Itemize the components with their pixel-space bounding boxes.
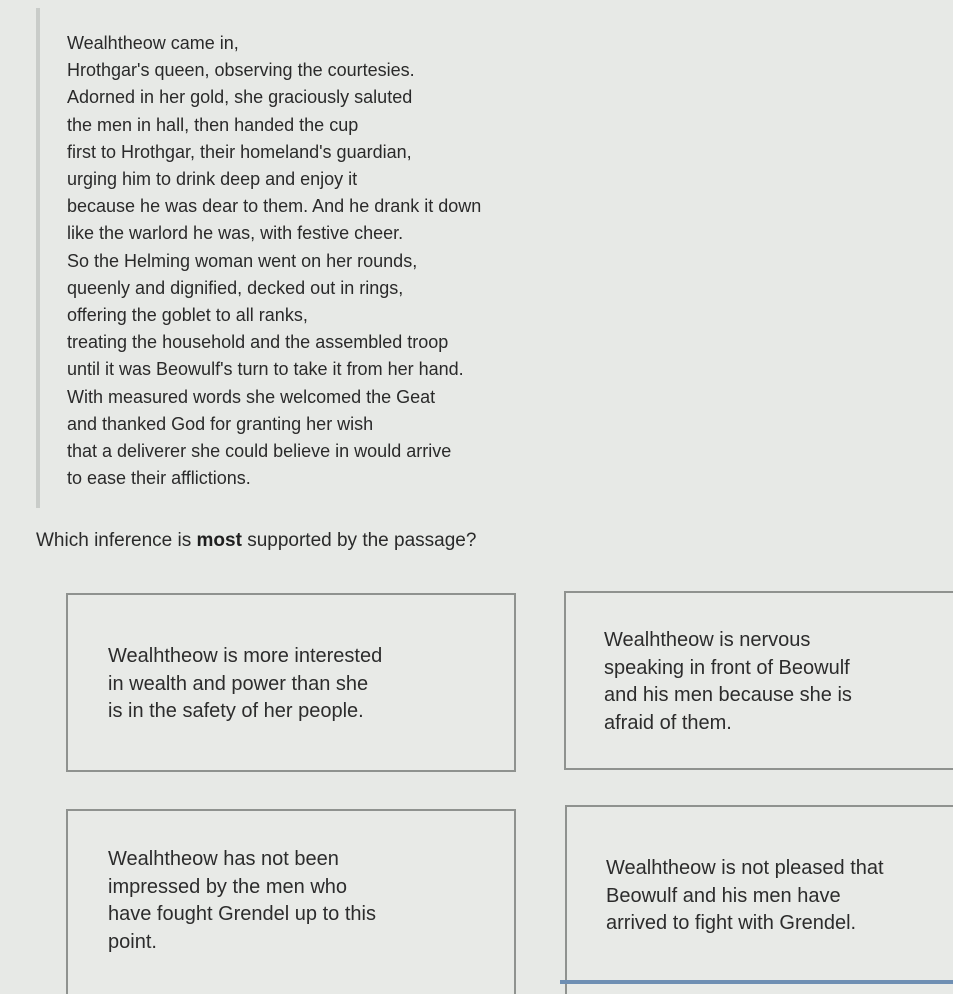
answer-choice-a-text: Wealhtheow is more interested in wealth and power than she is in the safety of her people. [108,645,383,722]
question-emphasis: most [196,530,242,551]
passage-quote-bar [36,8,40,508]
question-text-start: Which inference is [36,530,197,551]
passage-line: the men in hall, then handed the cup [67,114,359,135]
screen-bottom-edge [560,980,953,984]
passage-line: With measured words she welcomed the Geat [67,386,436,407]
passage-line: like the warlord he was, with festive cheer. [67,223,404,244]
passage-text [67,30,481,492]
passage-line: first to Hrothgar, their homeland's guardian, [67,141,412,162]
passage-line: queenly and dignified, decked out in rings, [67,277,404,298]
passage-line: Hrothgar's queen, observing the courtesies. [67,60,415,81]
passage-line: Adorned in her gold, she graciously saluted [67,87,413,108]
answer-choice-d-text: Wealhtheow is not pleased that Beowulf and his men have arrived to fight with Grendel. [606,857,884,934]
passage-line: treating the household and the assembled troop [67,332,449,353]
answer-choice-c[interactable] [66,809,516,994]
passage-line: urging him to drink deep and enjoy it [67,169,358,190]
passage-line: that a deliverer she could believe in would arrive [67,441,452,462]
passage-line: So the Helming woman went on her rounds, [67,250,418,271]
passage-line: until it was Beowulf's turn to take it from her hand. [67,359,464,380]
passage-line: Wealhtheow came in, [67,33,239,53]
question-prompt [36,530,476,552]
answer-choice-b[interactable] [564,591,953,770]
question-text-end: supported by the passage? [241,530,477,551]
answer-choice-d[interactable] [565,805,953,994]
passage-line: offering the goblet to all ranks, [67,305,308,326]
answer-choice-b-text: Wealhtheow is nervous speaking in front of Beowulf and his men because she is afraid of them. [604,629,852,734]
passage-line: and thanked God for granting her wish [67,413,374,434]
answer-choice-a[interactable] [66,593,516,772]
answer-choice-c-text: Wealhtheow has not been impressed by the men who have fought Grendel up to this point. [108,848,376,953]
passage-line: to ease their afflictions. [67,468,251,489]
passage-line: because he was dear to them. And he drank it down [67,196,482,217]
